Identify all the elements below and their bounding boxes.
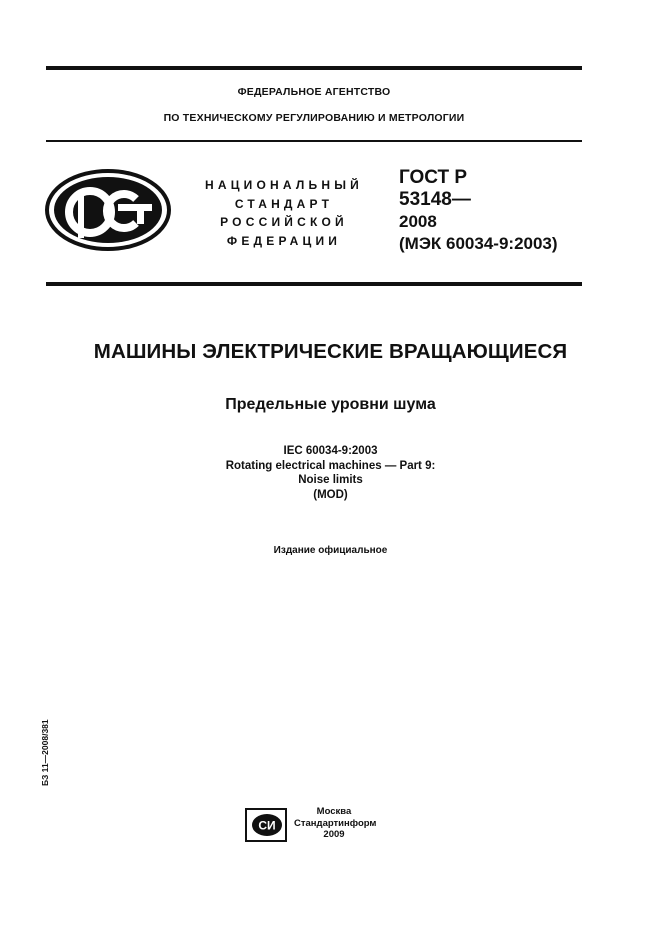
iec-line-3: Noise limits: [298, 474, 363, 486]
iec-reference: [0, 444, 661, 502]
top-rule: [46, 66, 582, 70]
iec-line-1: IEC 60034-9:2003: [283, 445, 378, 457]
publisher-city: Москва: [316, 806, 352, 817]
national-line-1: НАЦИОНАЛЬНЫЙ: [204, 178, 364, 192]
national-line-3: РОССИЙСКОЙ: [220, 215, 348, 229]
lower-block-rule: [46, 282, 582, 286]
publisher-name: Стандартинформ: [294, 817, 377, 829]
gost-label: ГОСТ Р: [399, 167, 468, 188]
publisher-info: [294, 806, 377, 841]
gost-year: 2008: [399, 212, 437, 231]
gost-designation: [399, 167, 558, 255]
gost-number: 53148—: [399, 189, 471, 210]
gost-equivalent: (МЭК 60034-9:2003): [399, 234, 558, 253]
side-code: БЗ 11—2008/381: [40, 719, 50, 786]
edition-label: Издание официальное: [273, 545, 388, 556]
agency-line-2: ПО ТЕХНИЧЕСКОМУ РЕГУЛИРОВАНИЮ И МЕТРОЛОГИИ: [163, 112, 465, 124]
rst-logo-icon: [44, 168, 172, 252]
iec-line-4: (MOD): [313, 488, 348, 501]
publisher-year: 2009: [323, 829, 345, 840]
national-standard-label: [188, 176, 380, 250]
document-title: МАШИНЫ ЭЛЕКТРИЧЕСКИЕ ВРАЩАЮЩИЕСЯ: [93, 340, 568, 363]
standartinform-logo-text: СИ: [258, 818, 276, 833]
upper-block-rule: [46, 140, 582, 142]
standartinform-logo-icon: [245, 808, 287, 842]
document-subtitle: Предельные уровни шума: [225, 396, 436, 413]
iec-line-2: Rotating electrical machines — Part 9:: [225, 459, 436, 472]
agency-line-1: ФЕДЕРАЛЬНОЕ АГЕНТСТВО: [237, 86, 391, 98]
national-line-4: ФЕДЕРАЦИИ: [226, 233, 342, 248]
national-line-2: СТАНДАРТ: [234, 196, 334, 211]
